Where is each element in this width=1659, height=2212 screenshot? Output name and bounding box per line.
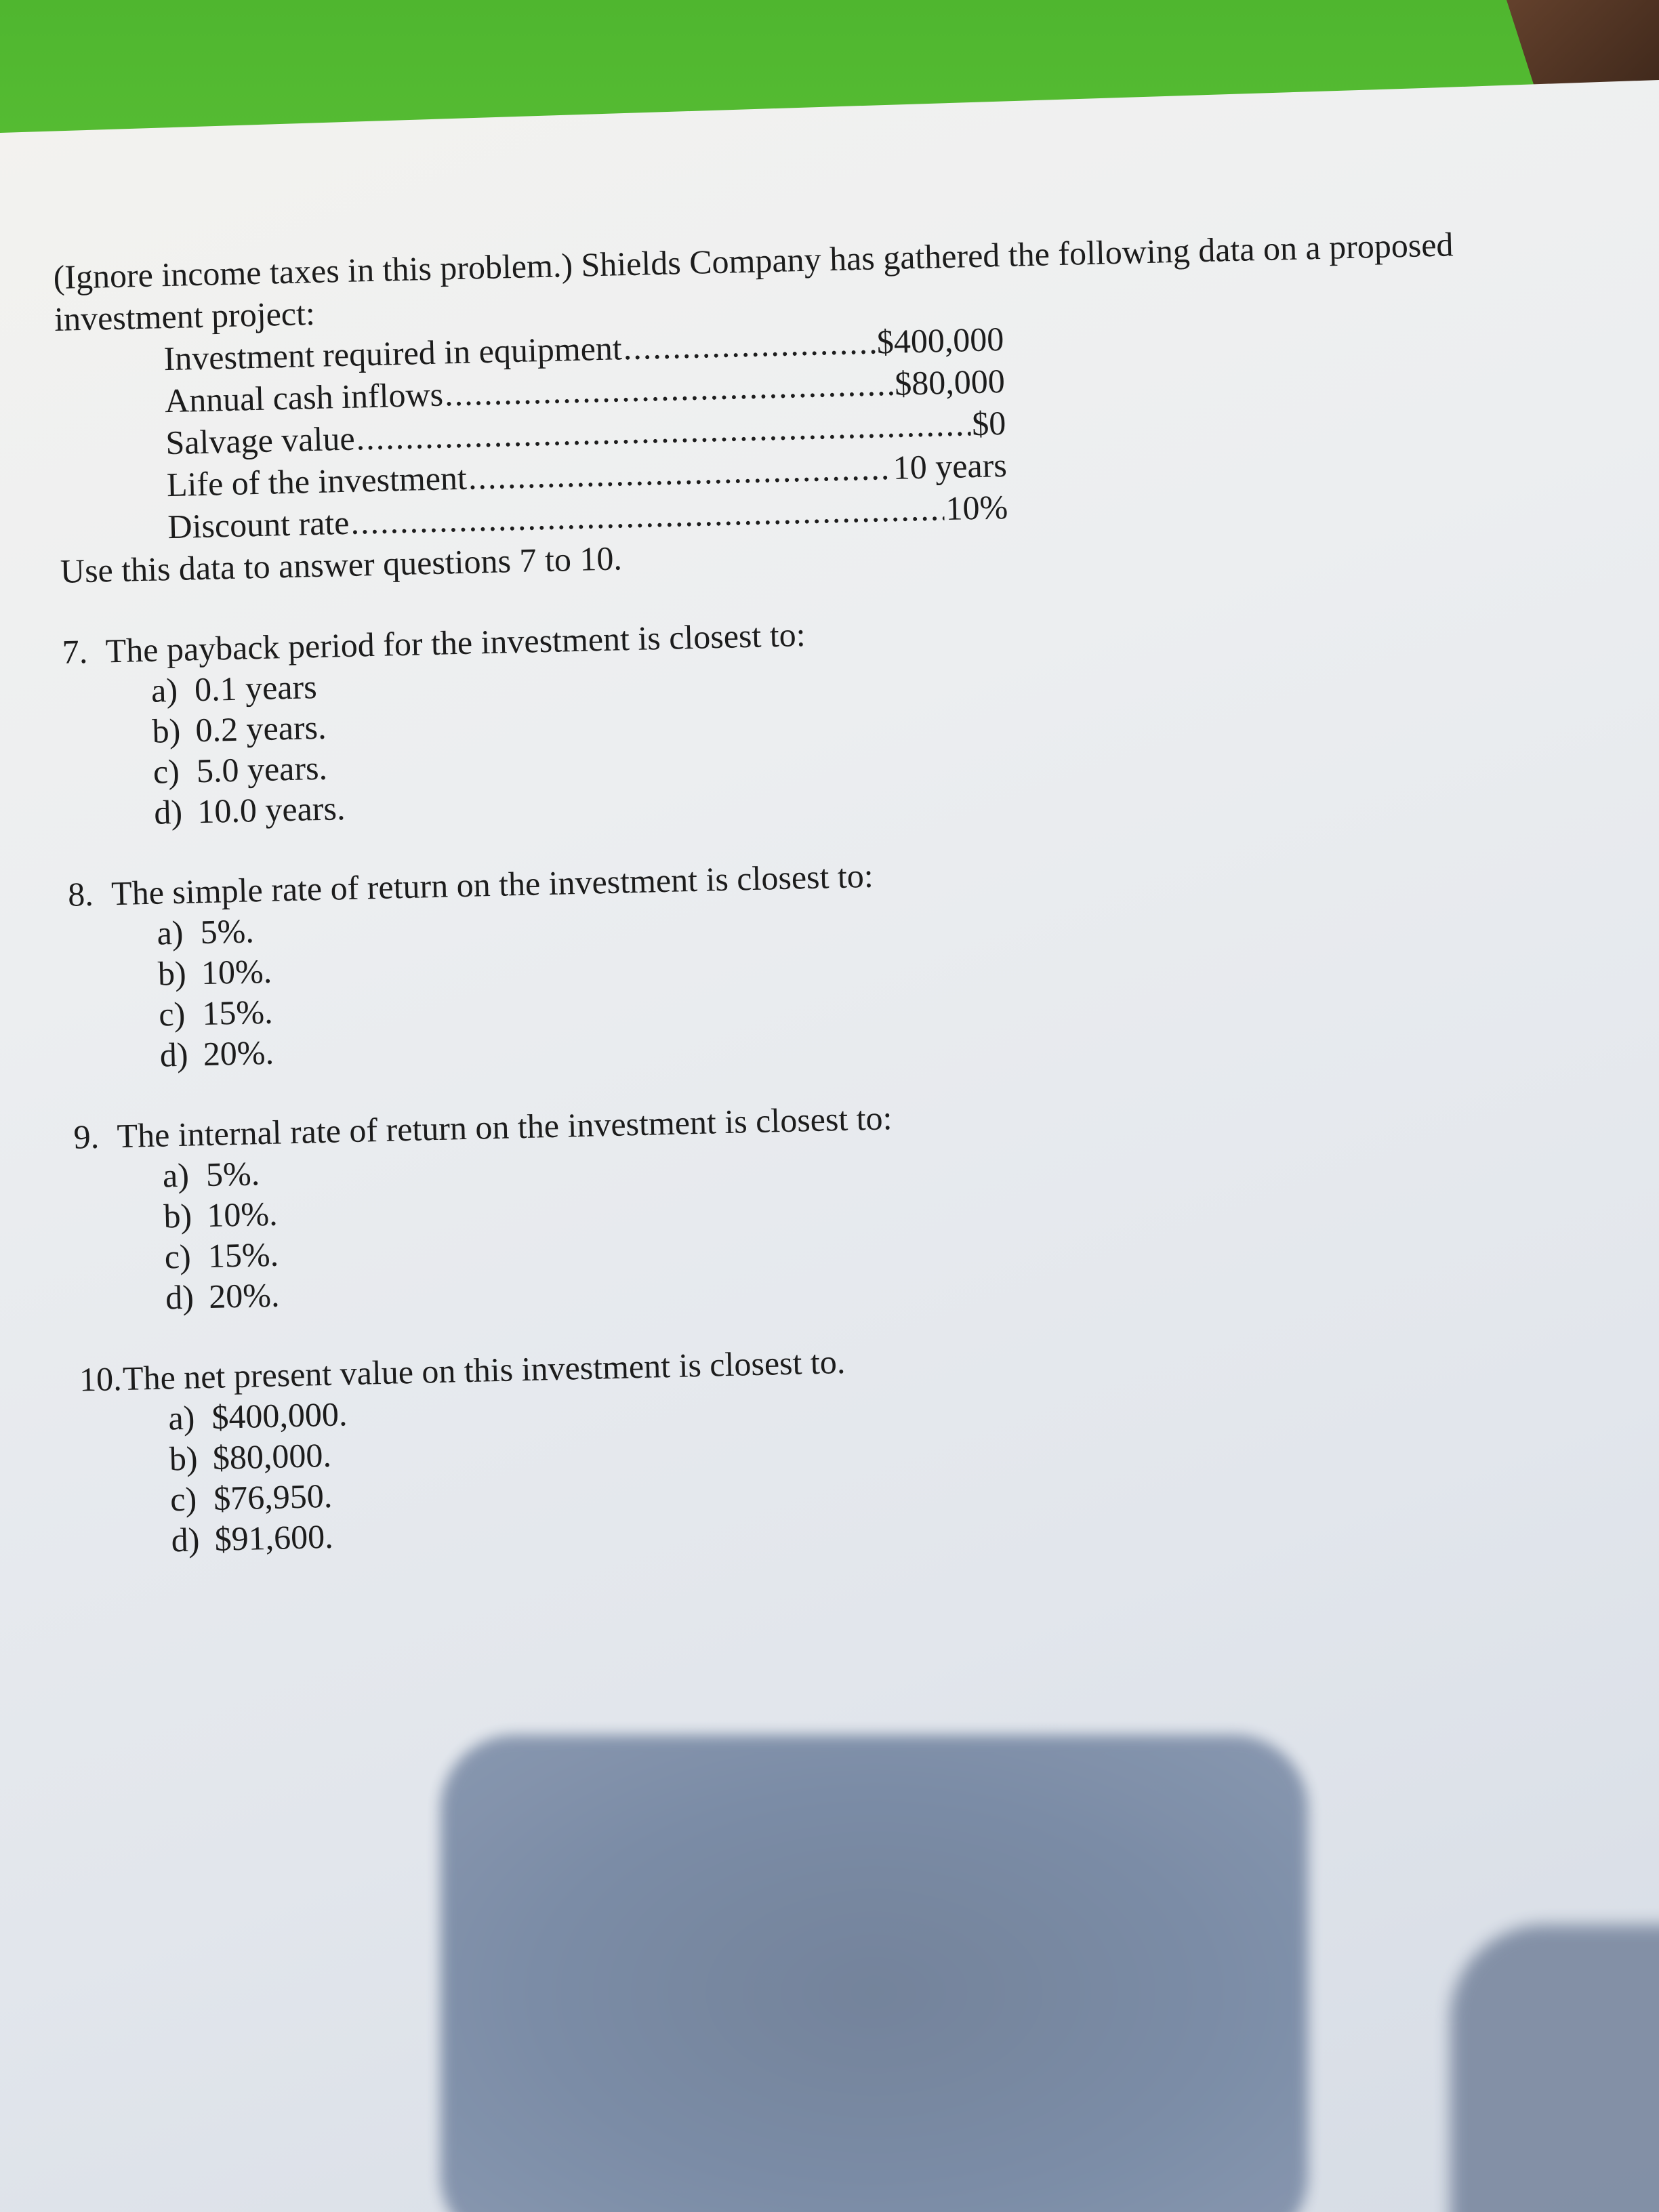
question-number: 8. bbox=[67, 874, 94, 914]
option-text: 20%. bbox=[203, 1033, 274, 1073]
option-letter: b) bbox=[151, 711, 181, 750]
option-letter: c) bbox=[152, 752, 180, 791]
question-7 bbox=[62, 596, 1584, 835]
answer-options bbox=[162, 1122, 1595, 1318]
option-text: 5%. bbox=[199, 912, 255, 951]
option-text: 15%. bbox=[207, 1235, 279, 1275]
answer-options bbox=[157, 879, 1590, 1076]
option-text: $91,600. bbox=[214, 1517, 334, 1558]
option-letter: b) bbox=[163, 1196, 192, 1235]
question-text: The internal rate of return on the investment is closest to: bbox=[116, 1099, 893, 1155]
option-letter: b) bbox=[157, 954, 187, 993]
option-text: $76,950. bbox=[213, 1476, 333, 1517]
answer-options bbox=[168, 1364, 1601, 1561]
option-letter: d) bbox=[165, 1277, 194, 1317]
corner-shadow bbox=[1450, 1925, 1659, 2212]
instruction-line: Use this data to answer questions 7 to 10. bbox=[60, 539, 623, 590]
option-text: $80,000. bbox=[212, 1435, 332, 1477]
option-text: 15%. bbox=[201, 992, 274, 1033]
data-value: 10% bbox=[945, 487, 1008, 528]
option-text: 5.0 years. bbox=[196, 748, 328, 790]
data-value: $80,000 bbox=[894, 361, 1006, 403]
question-number: 10. bbox=[79, 1359, 123, 1399]
option-text: 0.2 years. bbox=[194, 708, 327, 750]
option-letter: b) bbox=[169, 1439, 199, 1478]
data-label: Life of the investment bbox=[166, 458, 468, 504]
option-letter: d) bbox=[159, 1035, 189, 1074]
option-text: 20%. bbox=[208, 1275, 281, 1315]
question-10 bbox=[79, 1324, 1601, 1563]
hand-shadow bbox=[441, 1735, 1308, 2212]
dot-leader bbox=[623, 321, 876, 369]
option-text: 0.1 years bbox=[194, 668, 318, 709]
option-letter: c) bbox=[158, 994, 186, 1033]
option-letter: a) bbox=[156, 913, 184, 952]
data-value: 10 years bbox=[893, 445, 1008, 487]
question-9 bbox=[73, 1081, 1595, 1320]
question-number: 9. bbox=[73, 1117, 100, 1156]
data-label: Discount rate bbox=[167, 503, 350, 546]
intro-line-1: (Ignore income taxes in this problem.) Shields Company has gathered the following data on a proposed bbox=[53, 225, 1454, 296]
data-value: $0 bbox=[971, 403, 1006, 443]
question-text: The payback period for the investment is closest to: bbox=[105, 615, 806, 670]
question-text: The simple rate of return on the investment is closest to: bbox=[110, 856, 874, 913]
project-data-list bbox=[163, 318, 1008, 548]
option-text: 10%. bbox=[206, 1194, 279, 1235]
data-label: Salvage value bbox=[165, 419, 356, 462]
option-letter: c) bbox=[169, 1479, 197, 1519]
document-content bbox=[53, 220, 1601, 1562]
option-text: 5%. bbox=[205, 1154, 260, 1194]
option-text: 10.0 years. bbox=[197, 789, 346, 831]
question-number: 7. bbox=[62, 632, 88, 671]
option-letter: a) bbox=[167, 1398, 195, 1437]
option-letter: d) bbox=[153, 792, 183, 832]
question-text: The net present value on this investment is closest to. bbox=[122, 1342, 846, 1398]
data-value: $400,000 bbox=[876, 319, 1004, 361]
option-letter: a) bbox=[162, 1155, 190, 1195]
answer-options bbox=[150, 636, 1584, 833]
data-label: Investment required in equipment bbox=[163, 329, 623, 378]
option-letter: c) bbox=[164, 1237, 192, 1276]
option-text: 10%. bbox=[201, 951, 272, 992]
option-letter: a) bbox=[150, 670, 178, 710]
intro-line-2: investment project: bbox=[54, 293, 316, 338]
option-text: $400,000. bbox=[211, 1395, 348, 1436]
option-letter: d) bbox=[171, 1520, 200, 1559]
data-label: Annual cash inflows bbox=[164, 375, 444, 420]
question-8 bbox=[67, 838, 1589, 1078]
